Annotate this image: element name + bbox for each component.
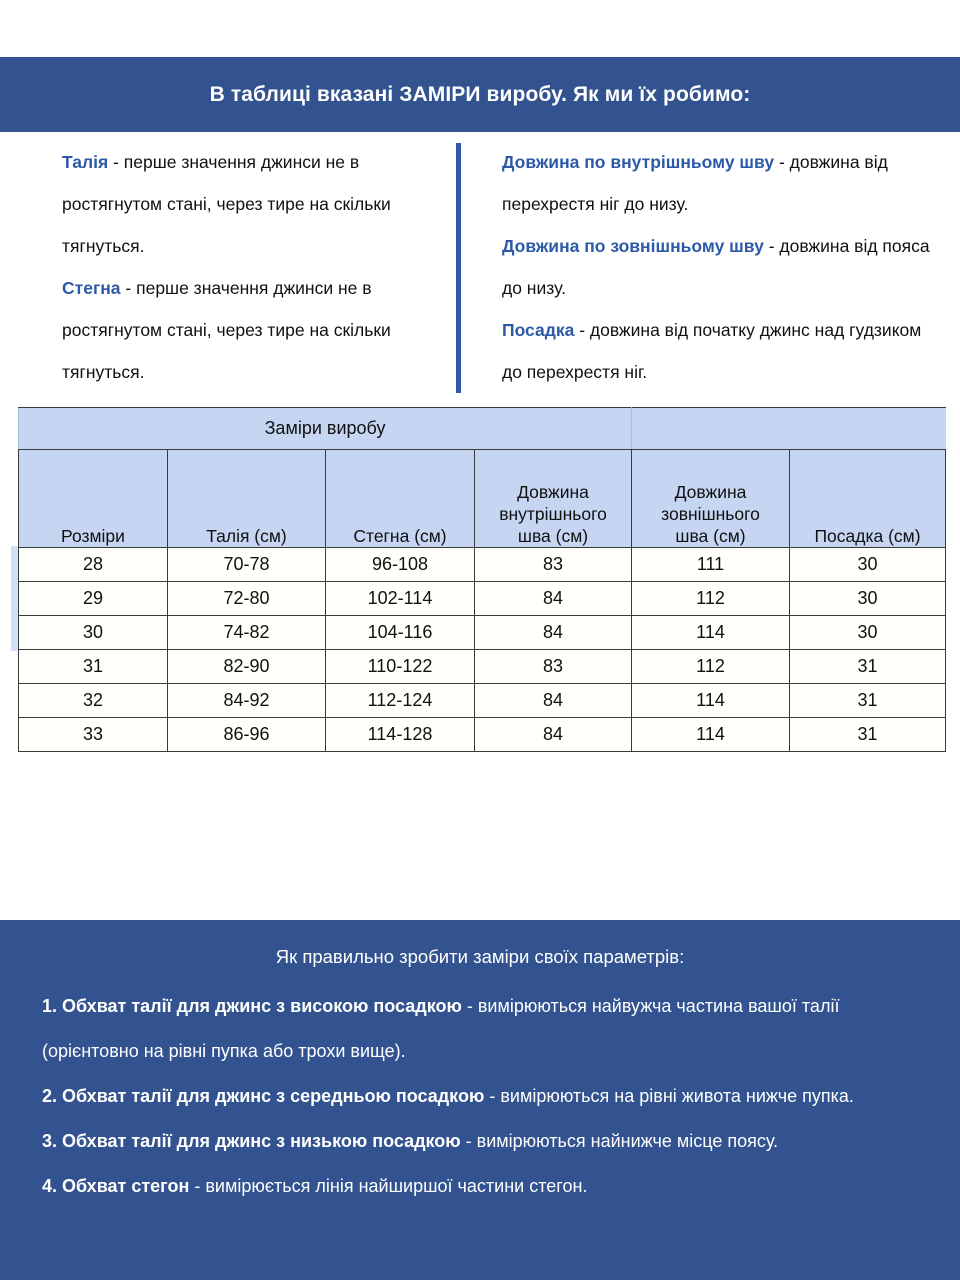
definition-hips-dash: - xyxy=(120,278,137,298)
table-merged-blank-2 xyxy=(790,408,946,450)
column-header-inseam xyxy=(475,450,632,548)
column-header-waist xyxy=(168,450,326,548)
definition-rise-label: Посадка xyxy=(502,320,575,340)
cell-outseam: 112 xyxy=(632,582,790,616)
top-banner-title: В таблиці вказані ЗАМІРИ виробу. Як ми їх робимо: xyxy=(209,82,751,106)
definition-hips xyxy=(62,267,442,393)
cell-inseam: 83 xyxy=(475,650,632,684)
top-banner xyxy=(0,57,960,132)
definition-rise xyxy=(502,309,932,393)
column-header-hips xyxy=(326,450,475,548)
definition-outseam-dash: - xyxy=(763,236,780,256)
table-header-row xyxy=(19,450,946,548)
cell-inseam: 84 xyxy=(475,684,632,718)
how-to-measure-item-text: вимірюється лінія найширшої частини стегон. xyxy=(205,1176,588,1196)
cell-inseam: 84 xyxy=(475,616,632,650)
column-header-rise-line1: Посадка (см) xyxy=(814,526,921,546)
cell-rise: 31 xyxy=(790,650,946,684)
table-row xyxy=(19,548,946,582)
column-divider xyxy=(456,143,461,393)
table-merged-title: Заміри виробу xyxy=(19,408,632,450)
cell-inseam: 84 xyxy=(475,582,632,616)
definition-hips-text: перше значення джинси не в ростягнутом стані, через тире на скільки тягнуться. xyxy=(62,278,391,382)
definition-outseam-label: Довжина по зовнішньому шву xyxy=(502,236,764,256)
how-to-measure-panel xyxy=(0,920,960,1280)
how-to-measure-item-text: вимірюються найвужча частина вашої талії (орієнтовно на рівні пупка або трохи вище). xyxy=(42,996,840,1061)
cell-hips: 114-128 xyxy=(326,718,475,752)
how-to-measure-heading: Як правильно зробити заміри своїх параметрів: xyxy=(275,946,685,967)
table-row xyxy=(19,650,946,684)
how-to-measure-item xyxy=(42,1164,930,1209)
definition-waist-dash: - xyxy=(108,152,124,172)
how-to-measure-item-text: вимірюються на рівні живота нижче пупка. xyxy=(500,1086,854,1106)
table-merged-title-row xyxy=(19,408,946,450)
column-header-size xyxy=(19,450,168,548)
how-to-measure-item-text: вимірюються найнижче місце поясу. xyxy=(476,1131,779,1151)
cell-outseam: 112 xyxy=(632,650,790,684)
cell-waist: 74-82 xyxy=(168,616,326,650)
definitions-right-column xyxy=(502,141,932,393)
measurement-definitions xyxy=(0,141,960,396)
definition-rise-dash: - xyxy=(574,320,590,340)
column-header-outseam xyxy=(632,450,790,548)
cell-rise: 31 xyxy=(790,718,946,752)
table-row xyxy=(19,684,946,718)
cell-hips: 96-108 xyxy=(326,548,475,582)
how-to-measure-item-title: 1. Обхват талії для джинс з високою посадкою xyxy=(42,996,462,1016)
cell-rise: 30 xyxy=(790,582,946,616)
table-merged-blank-1 xyxy=(632,408,790,450)
column-header-outseam-line2: зовнішнього xyxy=(661,504,760,524)
definition-inseam xyxy=(502,141,932,225)
cell-hips: 102-114 xyxy=(326,582,475,616)
cell-hips: 112-124 xyxy=(326,684,475,718)
column-header-inseam-line1: Довжина xyxy=(517,482,589,502)
cell-hips: 110-122 xyxy=(326,650,475,684)
size-table xyxy=(18,407,946,752)
how-to-measure-item xyxy=(42,984,930,1074)
how-to-measure-item-dash: - xyxy=(461,996,478,1016)
how-to-measure-item-title: 2. Обхват талії для джинс з середньою посадкою xyxy=(42,1086,485,1106)
table-row xyxy=(19,718,946,752)
cell-hips: 104-116 xyxy=(326,616,475,650)
definition-outseam xyxy=(502,225,932,309)
definition-inseam-dash: - xyxy=(774,152,790,172)
definition-hips-label: Стегна xyxy=(62,278,121,298)
cell-outseam: 114 xyxy=(632,684,790,718)
column-header-outseam-line3: шва (см) xyxy=(675,526,746,546)
cell-waist: 82-90 xyxy=(168,650,326,684)
how-to-measure-item-title: 4. Обхват стегон xyxy=(42,1176,190,1196)
column-header-inseam-line3: шва (см) xyxy=(517,526,589,546)
cell-size: 30 xyxy=(19,616,168,650)
column-header-inseam-line2: внутрішнього xyxy=(499,504,607,524)
cell-rise: 30 xyxy=(790,548,946,582)
cell-inseam: 83 xyxy=(475,548,632,582)
column-header-waist-line1: Талія (см) xyxy=(206,526,287,546)
cell-outseam: 111 xyxy=(632,548,790,582)
how-to-measure-list xyxy=(0,970,960,1209)
cell-inseam: 84 xyxy=(475,718,632,752)
definition-waist-text: перше значення джинси не в ростягнутом стані, через тире на скільки тягнуться. xyxy=(62,152,391,256)
definitions-left-column xyxy=(62,141,442,393)
cell-rise: 31 xyxy=(790,684,946,718)
how-to-measure-item-title: 3. Обхват талії для джинс з низькою посадкою xyxy=(42,1131,461,1151)
cell-rise: 30 xyxy=(790,616,946,650)
how-to-measure-item-dash: - xyxy=(189,1176,206,1196)
column-header-outseam-line1: Довжина xyxy=(674,482,747,502)
definition-rise-text: довжина від початку джинс над гудзиком до перехрестя ніг. xyxy=(502,320,922,382)
table-row xyxy=(19,582,946,616)
cell-waist: 70-78 xyxy=(168,548,326,582)
how-to-measure-item-dash: - xyxy=(460,1131,477,1151)
how-to-measure-item-dash: - xyxy=(484,1086,501,1106)
cell-waist: 84-92 xyxy=(168,684,326,718)
column-header-size-line1: Розміри xyxy=(61,526,125,546)
how-to-measure-item xyxy=(42,1119,930,1164)
cell-waist: 72-80 xyxy=(168,582,326,616)
cell-size: 32 xyxy=(19,684,168,718)
definition-outseam-text: довжина від пояса до низу. xyxy=(502,236,930,298)
definition-waist xyxy=(62,141,442,267)
cell-outseam: 114 xyxy=(632,718,790,752)
table-row xyxy=(19,616,946,650)
cell-size: 29 xyxy=(19,582,168,616)
definition-inseam-text: довжина від перехрестя ніг до низу. xyxy=(502,152,888,214)
cell-outseam: 114 xyxy=(632,616,790,650)
cell-size: 31 xyxy=(19,650,168,684)
cell-size: 33 xyxy=(19,718,168,752)
how-to-measure-item xyxy=(42,1074,930,1119)
size-table-container xyxy=(18,407,945,752)
cell-size: 28 xyxy=(19,548,168,582)
definition-inseam-label: Довжина по внутрішньому шву xyxy=(502,152,775,172)
column-header-hips-line1: Стегна (см) xyxy=(353,526,447,546)
definition-waist-label: Талія xyxy=(62,152,109,172)
cell-waist: 86-96 xyxy=(168,718,326,752)
column-header-rise xyxy=(790,450,946,548)
